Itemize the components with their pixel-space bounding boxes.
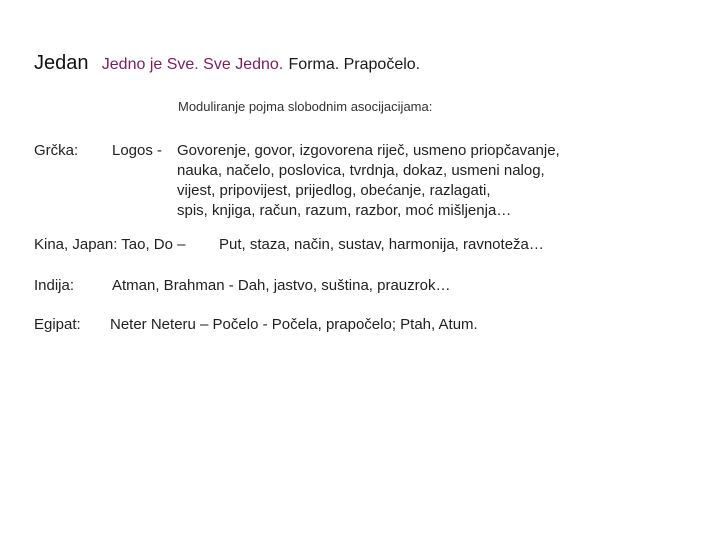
subtitle: Moduliranje pojma slobodnim asocijacijama: (178, 99, 433, 114)
grcka-term: Logos - (112, 142, 163, 159)
indija-text: Atman, Brahman - Dah, jastvo, suština, prauzrok… (112, 277, 451, 294)
grcka-label: Grčka: (34, 142, 79, 159)
grcka-text (177, 141, 560, 221)
grcka-line-3: vijest, pripovijest, prijedlog, obećanje, razlagati, (177, 182, 491, 199)
kina-label: Kina, Japan: Tao, Do – (34, 236, 186, 253)
grcka-line-4: spis, knjiga, račun, razum, razbor, moć mišljenja… (177, 202, 512, 219)
title-row (34, 52, 420, 76)
title-part-two: Forma. Prapočelo. (288, 56, 421, 73)
title-jedan: Jedan (34, 52, 89, 74)
egipat-label: Egipat: (34, 316, 81, 333)
egipat-text: Neter Neteru – Počelo - Počela, prapočelo; Ptah, Atum. (110, 316, 478, 333)
kina-text: Put, staza, način, sustav, harmonija, ravnoteža… (219, 236, 544, 253)
grcka-line-2: nauka, načelo, poslovica, tvrdnja, dokaz, usmeni nalog, (177, 162, 545, 179)
grcka-line-1: Govorenje, govor, izgovorena riječ, usmeno priopčavanje, (177, 142, 560, 159)
title-part-one: Jedno je Sve. Sve Jedno. (101, 56, 284, 73)
indija-label: Indija: (34, 277, 75, 294)
